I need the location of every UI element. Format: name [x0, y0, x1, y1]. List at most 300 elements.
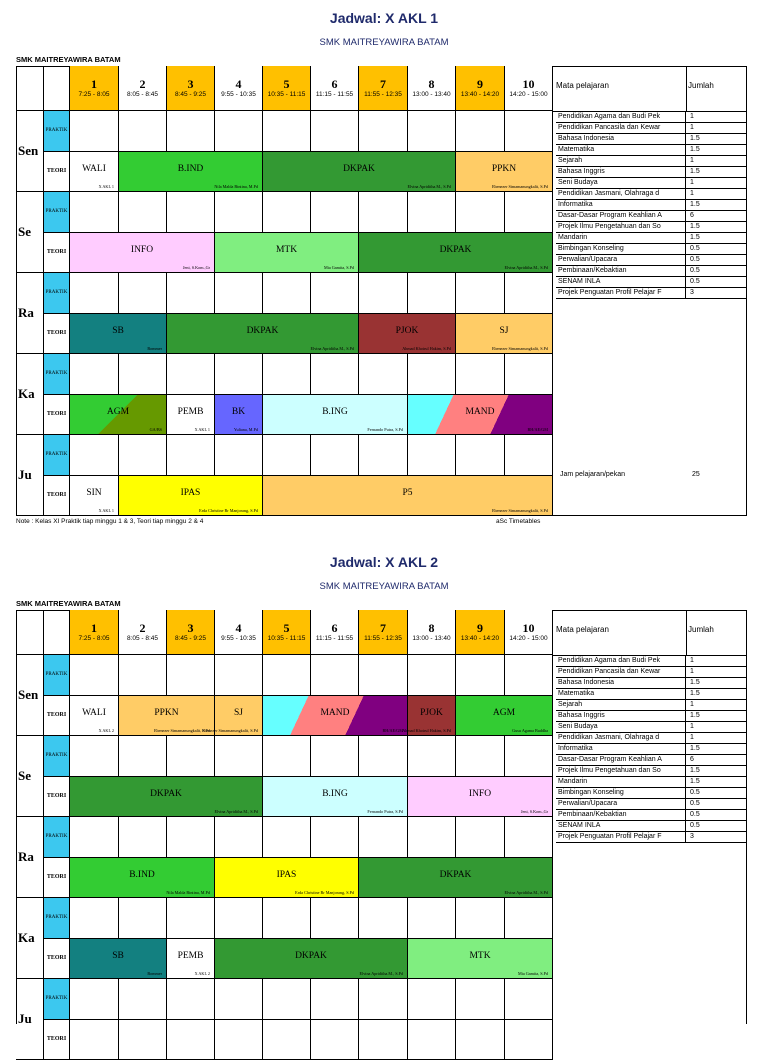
- lesson-dkpak[interactable]: [70, 777, 263, 818]
- lesson-teacher: BH/AE/GM: [383, 728, 403, 733]
- lesson-teacher: X AKL 2: [99, 728, 114, 733]
- empty-slot[interactable]: [263, 1020, 311, 1060]
- empty-slot[interactable]: [456, 817, 505, 858]
- lesson-subject: B.IND: [119, 164, 262, 174]
- empty-slot[interactable]: [311, 736, 359, 777]
- subject-name: Seni Budaya: [556, 178, 686, 189]
- lesson-dkpak[interactable]: [263, 152, 456, 193]
- footer-note: Note : Kelas XI Praktik tiap minggu 1 & 3, Teori tiap minggu 2 & 4: [16, 518, 203, 525]
- lesson-teacher: Erda Christine Br Manjorang, S.Pd: [295, 890, 354, 895]
- period-header: [311, 610, 359, 655]
- empty-slot[interactable]: [70, 354, 119, 395]
- empty-slot[interactable]: [167, 111, 215, 152]
- lesson-subject: AGM: [456, 708, 552, 718]
- lesson-teacher: Jeni, S.Kom.,Gr: [183, 265, 210, 270]
- period-header: [215, 610, 263, 655]
- subject-hours: 0.5: [686, 277, 747, 288]
- subject-hours: 6: [686, 755, 747, 766]
- empty-slot[interactable]: [215, 817, 263, 858]
- lesson-teacher: Mia Gamita, S.Pd: [518, 971, 548, 976]
- empty-slot[interactable]: [408, 435, 456, 476]
- period-number: 6: [311, 622, 358, 635]
- teori-label: TEORI: [44, 476, 70, 517]
- lesson-subject: B.ING: [263, 789, 407, 799]
- period-header: [456, 66, 505, 111]
- empty-slot[interactable]: [70, 655, 119, 696]
- period-header: [408, 66, 456, 111]
- subject-hours: 1.5: [686, 145, 747, 156]
- empty-slot[interactable]: [167, 736, 215, 777]
- period-header: [456, 610, 505, 655]
- subject-name: Informatika: [556, 744, 686, 755]
- empty-slot[interactable]: [456, 435, 505, 476]
- side-header-total: Jumlah: [688, 624, 746, 636]
- subject-name: Pendidikan Pancasila dan Kewar: [556, 667, 686, 678]
- period-header: [167, 610, 215, 655]
- empty-slot[interactable]: [119, 273, 167, 314]
- empty-slot[interactable]: [215, 979, 263, 1020]
- lesson-sb[interactable]: [70, 314, 167, 355]
- lesson-subject: MTK: [408, 951, 552, 961]
- empty-slot[interactable]: [359, 1020, 408, 1060]
- header-corner-day: [16, 66, 44, 111]
- period-header: [119, 610, 167, 655]
- empty-slot[interactable]: [311, 273, 359, 314]
- lesson-b-ing[interactable]: [263, 777, 408, 818]
- empty-slot[interactable]: [119, 979, 167, 1020]
- subject-hours: 0.5: [686, 799, 747, 810]
- lesson-teacher: Elvina Apriditha.M., S.Pd: [359, 971, 403, 976]
- period-number: 10: [505, 622, 552, 635]
- empty-slot[interactable]: [505, 1020, 553, 1060]
- day-label: Ra: [16, 817, 44, 898]
- teori-label: TEORI: [44, 233, 70, 274]
- empty-slot[interactable]: [263, 435, 311, 476]
- lesson-mand[interactable]: [263, 696, 408, 737]
- teori-label: TEORI: [44, 858, 70, 899]
- period-number: 2: [119, 622, 166, 635]
- empty-slot[interactable]: [70, 1020, 119, 1060]
- lesson-teacher: Yuliana, M.Pd: [234, 427, 258, 432]
- period-time: 8:45 - 9:25: [167, 635, 214, 643]
- empty-slot[interactable]: [456, 273, 505, 314]
- lesson-teacher: Elvina Apriditha.M., S.Pd: [407, 184, 451, 189]
- lesson-ipas[interactable]: [215, 858, 359, 899]
- empty-slot[interactable]: [70, 273, 119, 314]
- empty-slot[interactable]: [215, 1020, 263, 1060]
- praktik-label: PRAKTIK: [44, 111, 70, 152]
- empty-slot[interactable]: [505, 435, 553, 476]
- subject-name: Dasar-Dasar Program Keahlian A: [556, 755, 686, 766]
- period-number: 8: [408, 78, 455, 91]
- lesson-subject: DKPAK: [167, 326, 358, 336]
- empty-slot[interactable]: [167, 898, 215, 939]
- lesson-sb[interactable]: [70, 939, 167, 980]
- lesson-subject: IPAS: [215, 870, 358, 880]
- lesson-sin[interactable]: [70, 476, 119, 517]
- lesson-ppkn[interactable]: [119, 696, 215, 737]
- empty-slot[interactable]: [70, 979, 119, 1020]
- lesson-subject: PEMB: [167, 951, 214, 961]
- empty-slot[interactable]: [311, 192, 359, 233]
- empty-slot[interactable]: [408, 273, 456, 314]
- empty-slot[interactable]: [359, 273, 408, 314]
- lesson-subject: SJ: [215, 708, 262, 718]
- lesson-teacher: Erda Christine Br Manjorang, S.Pd: [199, 508, 258, 513]
- empty-slot[interactable]: [505, 898, 553, 939]
- lesson-p5[interactable]: [263, 476, 553, 517]
- empty-slot[interactable]: [408, 354, 456, 395]
- empty-slot[interactable]: [70, 111, 119, 152]
- period-header: [70, 66, 119, 111]
- empty-slot[interactable]: [70, 898, 119, 939]
- period-number: 4: [215, 622, 262, 635]
- lesson-subject: BK: [215, 407, 262, 417]
- lesson-subject: SB: [70, 951, 166, 961]
- subject-hours: 3: [686, 288, 747, 299]
- teori-label: TEORI: [44, 696, 70, 737]
- praktik-label: PRAKTIK: [44, 655, 70, 696]
- empty-slot[interactable]: [70, 435, 119, 476]
- period-time: 7:25 - 8:05: [70, 91, 118, 99]
- empty-slot[interactable]: [119, 1020, 167, 1060]
- subject-name: Pendidikan Agama dan Budi Pek: [556, 656, 686, 667]
- lesson-ipas[interactable]: [119, 476, 263, 517]
- empty-slot[interactable]: [119, 354, 167, 395]
- lesson-dkpak[interactable]: [167, 314, 359, 355]
- subject-name: Matematika: [556, 689, 686, 700]
- lesson-wali[interactable]: [70, 152, 119, 193]
- lesson-subject: MTK: [215, 245, 358, 255]
- lesson-subject: SIN: [70, 488, 118, 498]
- subject-name: Perwalian/Upacara: [556, 799, 686, 810]
- period-number: 1: [70, 78, 118, 91]
- period-time: 10:35 - 11:15: [263, 91, 310, 99]
- empty-slot[interactable]: [215, 192, 263, 233]
- day-label: Se: [16, 736, 44, 817]
- period-header: [311, 66, 359, 111]
- lesson-info[interactable]: [408, 777, 553, 818]
- empty-slot[interactable]: [505, 817, 553, 858]
- empty-slot[interactable]: [311, 979, 359, 1020]
- subject-name: Pendidikan Jasmani, Olahraga d: [556, 189, 686, 200]
- header-corner-type: [44, 610, 70, 655]
- period-number: 5: [263, 622, 310, 635]
- period-time: 8:45 - 9:25: [167, 91, 214, 99]
- subject-name: Projek Penguatan Profil Pelajar F: [556, 288, 686, 299]
- empty-slot[interactable]: [359, 736, 408, 777]
- subject-hours: 1.5: [686, 678, 747, 689]
- period-number: 9: [456, 622, 504, 635]
- lesson-teacher: Fernando Putra, S.Pd: [367, 809, 403, 814]
- empty-slot[interactable]: [456, 979, 505, 1020]
- teori-label: TEORI: [44, 939, 70, 980]
- period-header: [505, 66, 553, 111]
- timetable-title: Jadwal: X AKL 1: [0, 10, 768, 26]
- subject-hours: 6: [686, 211, 747, 222]
- empty-slot[interactable]: [263, 111, 311, 152]
- empty-slot[interactable]: [408, 192, 456, 233]
- empty-slot[interactable]: [505, 111, 553, 152]
- empty-slot[interactable]: [263, 354, 311, 395]
- empty-slot[interactable]: [408, 979, 456, 1020]
- period-time: 10:35 - 11:15: [263, 635, 310, 643]
- empty-slot[interactable]: [263, 192, 311, 233]
- period-number: 1: [70, 622, 118, 635]
- empty-slot[interactable]: [70, 817, 119, 858]
- empty-slot[interactable]: [263, 655, 311, 696]
- empty-slot[interactable]: [456, 111, 505, 152]
- praktik-label: PRAKTIK: [44, 354, 70, 395]
- subject-name: Pembinaan/Kebaktian: [556, 810, 686, 821]
- empty-slot[interactable]: [167, 655, 215, 696]
- empty-slot[interactable]: [167, 1020, 215, 1060]
- empty-slot[interactable]: [359, 192, 408, 233]
- subject-hours: 1: [686, 700, 747, 711]
- empty-slot[interactable]: [456, 655, 505, 696]
- lesson-sj[interactable]: [215, 696, 263, 737]
- lesson-bk[interactable]: [215, 395, 263, 436]
- empty-slot[interactable]: [505, 354, 553, 395]
- subject-name: Sejarah: [556, 700, 686, 711]
- lesson-info[interactable]: [70, 233, 215, 274]
- period-number: 10: [505, 78, 552, 91]
- lesson-sj[interactable]: [456, 314, 553, 355]
- empty-slot[interactable]: [359, 655, 408, 696]
- teori-label: TEORI: [44, 1020, 70, 1060]
- empty-slot[interactable]: [505, 736, 553, 777]
- empty-slot[interactable]: [167, 817, 215, 858]
- lesson-dkpak[interactable]: [215, 939, 408, 980]
- lesson-subject: WALI: [70, 708, 118, 718]
- subject-name: Pembinaan/Kebaktian: [556, 266, 686, 277]
- subject-hours: 1: [686, 722, 747, 733]
- lesson-mtk[interactable]: [408, 939, 553, 980]
- empty-slot[interactable]: [215, 273, 263, 314]
- teori-label: TEORI: [44, 777, 70, 818]
- empty-slot[interactable]: [70, 192, 119, 233]
- praktik-label: PRAKTIK: [44, 435, 70, 476]
- empty-slot[interactable]: [359, 817, 408, 858]
- day-label: Ju: [16, 435, 44, 516]
- lesson-dkpak[interactable]: [359, 858, 553, 899]
- lesson-mtk[interactable]: [215, 233, 359, 274]
- empty-slot[interactable]: [408, 1020, 456, 1060]
- empty-slot[interactable]: [119, 655, 167, 696]
- subject-name: Bahasa Inggris: [556, 167, 686, 178]
- subject-name: Informatika: [556, 200, 686, 211]
- subject-hours: 1: [686, 667, 747, 678]
- empty-slot[interactable]: [456, 192, 505, 233]
- praktik-label: PRAKTIK: [44, 736, 70, 777]
- empty-slot[interactable]: [119, 435, 167, 476]
- lesson-b-ing[interactable]: [263, 395, 408, 436]
- praktik-label: PRAKTIK: [44, 817, 70, 858]
- empty-slot[interactable]: [359, 898, 408, 939]
- empty-slot[interactable]: [215, 354, 263, 395]
- lesson-mand[interactable]: [408, 395, 553, 436]
- empty-slot[interactable]: [263, 736, 311, 777]
- empty-slot[interactable]: [263, 273, 311, 314]
- subject-name: Bimbingan Konseling: [556, 244, 686, 255]
- empty-slot[interactable]: [167, 192, 215, 233]
- empty-slot[interactable]: [119, 192, 167, 233]
- empty-slot[interactable]: [505, 655, 553, 696]
- lesson-subject: PJOK: [408, 708, 455, 718]
- empty-slot[interactable]: [408, 655, 456, 696]
- period-number: 8: [408, 622, 455, 635]
- period-header: [359, 610, 408, 655]
- lesson-subject: INFO: [70, 245, 214, 255]
- empty-slot[interactable]: [215, 435, 263, 476]
- lesson-teacher: Gusu Agama Buddha: [512, 728, 548, 733]
- empty-slot[interactable]: [311, 111, 359, 152]
- lesson-teacher: Ebenezer Simamanungkalit, S.Pd: [492, 346, 548, 351]
- lesson-b-ind[interactable]: [70, 858, 215, 899]
- weekly-hours-label: Jam pelajaran/pekan: [560, 470, 686, 480]
- period-number: 7: [359, 622, 407, 635]
- empty-slot[interactable]: [505, 192, 553, 233]
- empty-slot[interactable]: [119, 736, 167, 777]
- period-number: 6: [311, 78, 358, 91]
- empty-slot[interactable]: [263, 979, 311, 1020]
- empty-slot[interactable]: [456, 898, 505, 939]
- empty-slot[interactable]: [456, 354, 505, 395]
- empty-slot[interactable]: [408, 111, 456, 152]
- lesson-dkpak[interactable]: [359, 233, 553, 274]
- lesson-subject: PPKN: [456, 164, 552, 174]
- empty-slot[interactable]: [119, 111, 167, 152]
- empty-slot[interactable]: [167, 354, 215, 395]
- empty-slot[interactable]: [408, 898, 456, 939]
- subject-name: Bahasa Indonesia: [556, 678, 686, 689]
- subject-hours: 1.5: [686, 167, 747, 178]
- empty-slot[interactable]: [215, 111, 263, 152]
- subject-hours: 3: [686, 832, 747, 843]
- empty-slot[interactable]: [119, 898, 167, 939]
- empty-slot[interactable]: [408, 736, 456, 777]
- empty-slot[interactable]: [311, 898, 359, 939]
- lesson-subject: INFO: [408, 789, 552, 799]
- subject-hours: 0.5: [686, 266, 747, 277]
- lesson-subject: AGM: [70, 407, 166, 417]
- empty-slot[interactable]: [311, 817, 359, 858]
- subject-name: Mandarin: [556, 777, 686, 788]
- lesson-b-ind[interactable]: [119, 152, 263, 193]
- empty-slot[interactable]: [167, 435, 215, 476]
- lesson-wali[interactable]: [70, 696, 119, 737]
- empty-slot[interactable]: [167, 979, 215, 1020]
- empty-slot[interactable]: [167, 273, 215, 314]
- empty-slot[interactable]: [359, 979, 408, 1020]
- subject-name: Bimbingan Konseling: [556, 788, 686, 799]
- lesson-pemb[interactable]: [167, 395, 215, 436]
- lesson-subject: DKPAK: [359, 870, 552, 880]
- day-label: Ka: [16, 354, 44, 435]
- empty-slot[interactable]: [311, 655, 359, 696]
- period-time: 13:40 - 14:20: [456, 91, 504, 99]
- empty-slot[interactable]: [311, 354, 359, 395]
- period-header: [263, 610, 311, 655]
- lesson-subject: P5: [263, 488, 552, 498]
- lesson-teacher: Nila Malda Bintina, M.Pd: [214, 184, 258, 189]
- subject-hours: 1.5: [686, 134, 747, 145]
- empty-slot[interactable]: [263, 817, 311, 858]
- empty-slot[interactable]: [359, 354, 408, 395]
- period-time: 11:15 - 11:55: [311, 635, 358, 643]
- period-time: 9:55 - 10:35: [215, 635, 262, 643]
- subject-hours: 1: [686, 733, 747, 744]
- lesson-teacher: GA/BS: [150, 427, 162, 432]
- period-header: [505, 610, 553, 655]
- empty-slot[interactable]: [311, 1020, 359, 1060]
- subject-hours: 1.5: [686, 744, 747, 755]
- subject-hours: 1: [686, 189, 747, 200]
- subject-name: Bahasa Inggris: [556, 711, 686, 722]
- lesson-subject: MAND: [263, 708, 407, 718]
- lesson-teacher: Ahmad Khoirul Hakim, S.Pd: [402, 346, 451, 351]
- period-number: 7: [359, 78, 407, 91]
- lesson-pjok[interactable]: [359, 314, 456, 355]
- period-time: 8:05 - 8:45: [119, 91, 166, 99]
- period-number: 3: [167, 78, 214, 91]
- period-time: 9:55 - 10:35: [215, 91, 262, 99]
- timetable-subtitle: SMK MAITREYAWIRA BATAM: [0, 581, 768, 592]
- lesson-ppkn[interactable]: [456, 152, 553, 193]
- lesson-agm[interactable]: [70, 395, 167, 436]
- teori-label: TEORI: [44, 395, 70, 436]
- empty-slot[interactable]: [215, 736, 263, 777]
- empty-slot[interactable]: [263, 898, 311, 939]
- subject-name: Bahasa Indonesia: [556, 134, 686, 145]
- period-time: 8:05 - 8:45: [119, 635, 166, 643]
- empty-slot[interactable]: [119, 817, 167, 858]
- praktik-label: PRAKTIK: [44, 192, 70, 233]
- lesson-subject: DKPAK: [359, 245, 552, 255]
- empty-slot[interactable]: [456, 736, 505, 777]
- subject-name: SENAM INLA: [556, 277, 686, 288]
- period-time: 14:20 - 15:00: [505, 91, 552, 99]
- footer-credit: aSc Timetables: [496, 518, 540, 525]
- empty-slot[interactable]: [505, 979, 553, 1020]
- empty-slot[interactable]: [311, 435, 359, 476]
- lesson-pemb[interactable]: [167, 939, 215, 980]
- lesson-pjok[interactable]: [408, 696, 456, 737]
- empty-slot[interactable]: [215, 655, 263, 696]
- subject-name: SENAM INLA: [556, 821, 686, 832]
- empty-slot[interactable]: [215, 898, 263, 939]
- lesson-subject: MAND: [408, 407, 552, 417]
- empty-slot[interactable]: [359, 111, 408, 152]
- lesson-teacher: X AKL 1: [99, 184, 114, 189]
- empty-slot[interactable]: [408, 817, 456, 858]
- lesson-agm[interactable]: [456, 696, 553, 737]
- empty-slot[interactable]: [70, 736, 119, 777]
- timetable-subtitle: SMK MAITREYAWIRA BATAM: [0, 37, 768, 48]
- lesson-teacher: Ebenezer Simamanungkalit, S.Pd: [492, 184, 548, 189]
- lesson-subject: WALI: [70, 164, 118, 174]
- empty-slot[interactable]: [359, 435, 408, 476]
- praktik-label: PRAKTIK: [44, 979, 70, 1020]
- subject-hours: 1.5: [686, 689, 747, 700]
- lesson-teacher: Elvina Apriditha.M., S.Pd: [504, 265, 548, 270]
- empty-slot[interactable]: [505, 273, 553, 314]
- empty-slot[interactable]: [456, 1020, 505, 1060]
- subject-name: Pendidikan Jasmani, Olahraga d: [556, 733, 686, 744]
- timetable-title: Jadwal: X AKL 2: [0, 554, 768, 570]
- lesson-subject: SB: [70, 326, 166, 336]
- subject-hours: 0.5: [686, 810, 747, 821]
